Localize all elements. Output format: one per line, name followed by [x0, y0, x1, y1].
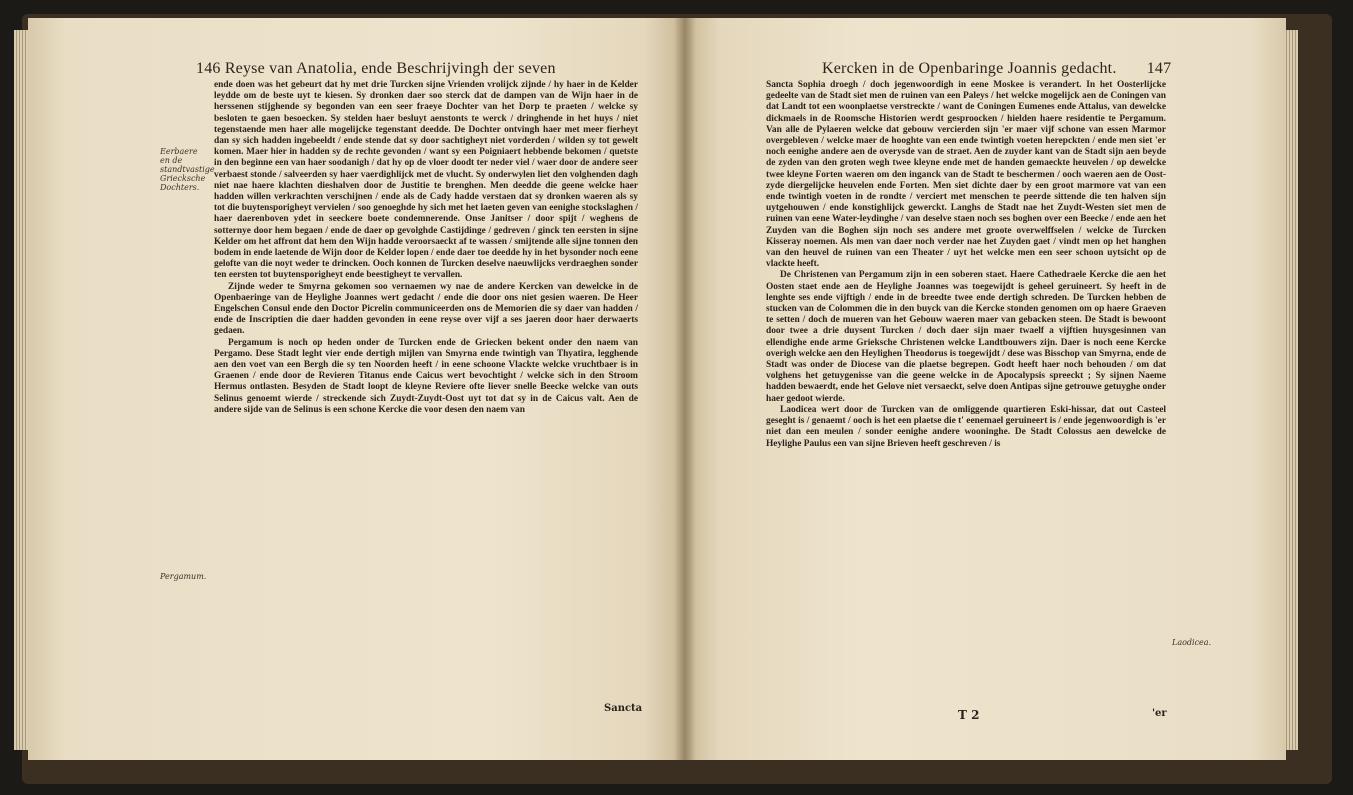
right-body-text: [766, 80, 1166, 450]
left-head-title: Reyse van Anatolia, ende Beschrijvingh der seven: [224, 60, 556, 77]
left-paragraph-1: ende doen was het gebeurt dat hy met drie Turcken sijne Vrienden vrolijck zijnde / hy haer in de Kelder leydde om de beste uyt te kiesen. Sy dronken daer soo sterck dat de dampen van de Wijn haer in de herssenen stijghende sy begonden van een seer fraeye Dochter van het Dorp te praeten / welcke sy besloten te gaen besoecken. Sy stelden haer besluyt aenstonts te werck / dringhende in het huys / niet tegenstaende men haer alle mogelijcke tegenstant deedde. De Dochter ontvingh haer met meer fierheyt dan sy sich hadden ingebeeldt / ende stende dat sy door sachtigheyt niet vorderden / wilden sy tot gewelt komen. Maer hier in hadden sy de rechte gevonden / want sy een Poigniaert hebbende bekomen / quetste in den beginne een van haer soodanigh / dat hy op de vloer doodt ter neder viel / waer door de andere seer verbaest stonde / salveerden sy haer vaerdighlijck met de vlucht. Sy onderwylen liet den volghenden dagh niet nae haere klachten dieshalven door de Justitie te brenghen. Men deedde die geene welcke haer hadden willen verkrachten verschijnen / ende als de Cady hadde verstaen dat sy dronken waeren als sy tot die buytensporigheyt vervielen / soo genoeghde hy sich met het laeten geven van eenighe stockslaghen / haer daerenboven ydet in seeckere boete condemnerende. Onse Janitser / door spijt / weghens de sotternye door hem begaen / ende de daer op gevolghde Castijdinge / gedreven / ginck ten eersten in sijne Kelder om het affront dat hem den Wijn hadde veroorsaeckt af te wassen / smijtende alle sijne tonnen den bodem in ende laetende de Wijn door de Kelder lopen / ende daer toe deedde hy in het bysonder noch eene gelofte van die noyt weder te drincken. Ooch konnen de Turcken deselve naeuwlijcks verdraeghen sonder ten eersten tot buytensporigheyt ende beestigheyt te vervallen.: [214, 80, 638, 281]
right-catchword: 'er: [1152, 708, 1167, 719]
left-paragraph-2: Zijnde weder te Smyrna gekomen soo vernaemen wy nae de andere Kercken van dewelcke in de Openbaeringe van de Heylighe Joannes wert gedacht / ende die door ons niet gesien waeren. De Heer Engelschen Consul ende den Doctor Picrelin communiceerden ons de Memorien die sy daer van hadden / ende de Inscriptien die daer hadden gevonden in eene reyse over vijf a ses jaeren door haer derwaerts gedaen.: [214, 281, 638, 337]
right-head-title: Kercken in de Openbaringe Joannis gedacht.: [822, 60, 1117, 77]
right-page-number: 147: [1146, 60, 1172, 77]
right-paragraph-2: De Christenen van Pergamum zijn in een soberen staet. Haere Cathedraele Kercke die aen het Oosten staet ende aen de Heylighe Joannes was toegewijdt is geheel geruineert. Sy heeft in de lenghte ses ende vijftigh / ende in de breedte twee ende dertigh schreden. De Turcken hebben de stucken van de Colommen die in den buyck van die Kercke stonden genomen om op haere Graeven te setten / doch de mueren van het Gebouw waeren maer van gebacken steen. De Stadt is bewoont door twee a drie duysent Turcken / doch daer sijn maer twaelf a vijftien huysgesinnen van ellendighe ende arme Grieksche Christenen welcke Landtbouwers zijn. Daer is noch eene Kercke overigh welcke aen den Heylighen Theodorus is toegewijdt / dese was Bisschop van Smyrna, ende de Stadt was onder de Diocese van die plaetse begrepen. Godt heeft haer noch behouden / om dat volghens het getuygenisse van die geene welcke in de Apocalypsis spreeckt ; Sy sijnen Naeme hadden bewaerdt, ende het Gelove niet versaeckt, selve doen Antipas sijne getrouwe getuyghe onder haer gedoot wierde.: [766, 270, 1166, 404]
left-paragraph-3: Pergamum is noch op heden onder de Turcken ende de Griecken bekent onder den naem van Pergamo. Dese Stadt leght vier ende dertigh mijlen van Smyrna ende twintigh van Thyatira, legghende aen den voet van een Bergh die sy ten Noorden heeft / in eene schoone Vlackte welcke vruchtbaer is in Graenen / ende door de Revieren Titanus ende Caicus wert bevochtight / welcke sich in den Stroom Hermus ontlasten. Besyden de Stadt loopt de kleyne Reviere ofte liever snelle Beecke welcke van outs Selinus genoemt wierde / streckende sich Zuydt-Zuydt-Oost uyt tot dat sy in de Caicus valt. Aen de andere sijde van de Selinus is een schone Kercke die voor desen den naem van: [214, 337, 638, 415]
left-page-number: 146: [196, 60, 221, 77]
margin-note-laodicea: Laodicea.: [1172, 638, 1212, 647]
right-signature-mark: T 2: [958, 708, 980, 722]
margin-note-daughters: Eerbaere en de standtvastige Griecksche Dochters.: [160, 147, 215, 192]
right-running-head: [822, 60, 1171, 78]
margin-note-pergamum: Pergamum.: [160, 572, 207, 581]
left-catchword: Sancta: [604, 703, 643, 714]
right-paragraph-1: Sancta Sophia droegh / doch jegenwoordigh in eene Moskee is verandert. In het Oosterlijcke gedeelte van de Stadt siet men de ruinen van een Paleys / het welcke mogelijck aen de Coningen van dat Landt tot een woonplaetse verstreckte / want de Coningen Eumenes ende Attalus, van dewelcke dickmaels in de Roomsche Historien werdt gesproocken / hielden haere residentie te Pergamum. Van alle de Pylaeren welcke dat gebouw vercierden sijn 'er maer vijf schone van essen Marmor overgebleven / welcke maer de hooghte van een ende twintigh voeten herepckten / ende men siet 'er noch eenighe andere aen de overysde van de straet. Aen de zuyder kant van de Stadt sijn aen beyde de zyden van den groten wegh twee kleyne ende met de handen gemaeckte heuvelen / op dewelcke twee kleyne Forten waeren om den inganck van de Stadt te beschermen / ooch waeren aen de Oost-zyde diergelijcke heuvelen ende Forten. Men siet dichte daer by een groot marmore vat van een ende twintigh voeten in de rondte / verciert met menschen te peerde sittende die ten halven sijn uytgehouwen / ende konstighlijck gewerckt. Langhs de Stadt nae het Zuydt-Westen siet men de ruinen van eene Water-leydinghe / van deselve staen noch ses boghen over een Beecke / ende aen het Zuyden van die Boghen sijn noch ses andere met groote overwelffselen / welcke de Turcken Kisseray noemen. Als men van daer noch verder nae het Zuyden gaet / vindt men op het hanghen van den heuvel de ruinen van een Theater / uyt het welcke men een seer schoon uytsicht op de vlackte heeft.: [766, 80, 1166, 270]
left-running-head: [196, 60, 556, 78]
right-paragraph-3: Laodicea wert door de Turcken van de omliggende quartieren Eski-hissar, dat out Casteel geseght is / genaemt / ooch is het een plaetse die t' eenemael geruineert is / ende jegenwoordigh is 'er niet dan een meulen / sonder eenighe andere wooninghe. De Stadt Colossus aen dewelcke de Heylighe Paulus een van sijne Brieven heeft geschreven / is: [766, 404, 1166, 449]
left-body-text: [214, 80, 638, 416]
page-edges-right: [1284, 30, 1298, 750]
